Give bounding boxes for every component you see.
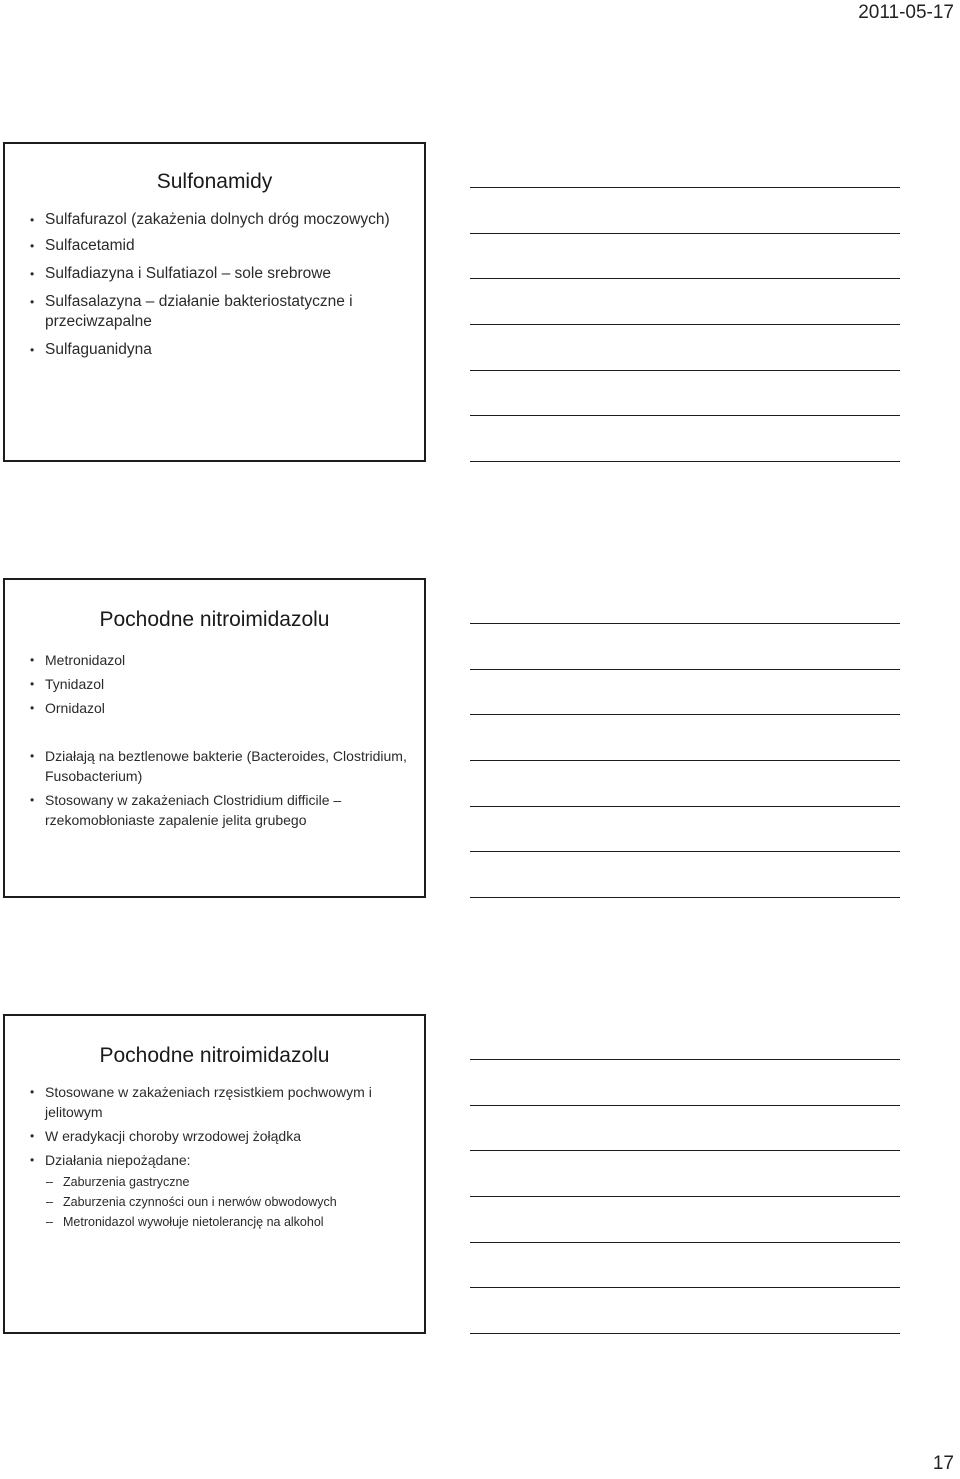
note-line [470,461,900,462]
list-item: • Działania niepożądane: [30,1152,191,1168]
list-item: – Metronidazol wywołuje nietolerancję na alkohol [5,1212,424,1232]
list-item: • W eradykacji choroby wrzodowej żołądka [30,1128,301,1144]
list-item: • Sulfafurazol (zakażenia dolnych dróg moczowych) [30,211,390,228]
bullet-list-drugs [5,650,424,718]
page-number: 17 [932,1453,954,1474]
note-line [470,415,900,416]
slide-sulfonamidy [3,142,426,462]
note-line [470,760,900,761]
dash-icon: – [46,1175,53,1189]
bullet-icon: • [30,701,35,715]
slide-title: Sulfonamidy [156,170,273,193]
bullet-icon: • [30,267,35,281]
bullet-list [5,1082,424,1170]
bullet-icon: • [30,749,35,763]
note-line [470,623,900,624]
list-item: • Ornidazol [30,700,105,716]
dash-icon: – [46,1215,53,1229]
slide-nitroimidazole-1 [3,578,426,898]
slide-title: Pochodne nitroimidazolu [99,1044,330,1067]
dash-icon: – [46,1195,53,1209]
bullet-icon: • [30,213,35,227]
list-item: • Metronidazol [30,652,126,668]
note-line [470,324,900,325]
note-line [470,187,900,188]
note-line [470,1242,900,1243]
note-line [470,1287,900,1288]
bullet-icon: • [30,343,35,357]
note-line [470,370,900,371]
note-line [470,897,900,898]
note-line [470,714,900,715]
list-item: • Sulfasalazyna – działanie bakteriostatyczne i przeciwzapalne [30,293,353,330]
bullet-icon: • [30,1085,35,1099]
note-line [470,1059,900,1060]
bullet-icon: • [30,653,35,667]
bullet-list [5,210,424,360]
slide-nitroimidazole-2 [3,1014,426,1334]
list-item: – Zaburzenia gastryczne [5,1172,424,1192]
bullet-icon: • [30,677,35,691]
list-item: • Sulfacetamid [30,237,135,254]
list-item: • Sulfadiazyna i Sulfatiazol – sole srebrowe [30,265,332,282]
page-date: 2011-05-17 [858,2,954,23]
note-line [470,1196,900,1197]
note-line [470,669,900,670]
list-item: – Zaburzenia czynności oun i nerwów obwodowych [5,1192,424,1212]
note-line [470,1333,900,1334]
note-line [470,806,900,807]
bullet-icon: • [30,295,35,309]
bullet-list-properties [5,746,424,830]
list-item: • Działają na beztlenowe bakterie (Bacteroides, Clostridium, Fusobacterium) [30,748,407,784]
slide-title: Pochodne nitroimidazolu [99,608,330,631]
note-line [470,1150,900,1151]
bullet-icon: • [30,793,35,807]
list-item: • Tynidazol [30,676,105,692]
note-line [470,233,900,234]
bullet-icon: • [30,1129,35,1143]
list-item: • Stosowany w zakażeniach Clostridium difficile – rzekomobłoniaste zapalenie jelita grubego [30,792,342,828]
list-item: • Stosowane w zakażeniach rzęsistkiem pochwowym i jelitowym [30,1084,372,1120]
list-item: • Sulfaguanidyna [30,341,152,358]
note-line [470,1105,900,1106]
note-line [470,851,900,852]
note-line [470,278,900,279]
sub-bullet-list [5,1172,424,1232]
bullet-icon: • [30,1153,35,1167]
bullet-icon: • [30,239,35,253]
